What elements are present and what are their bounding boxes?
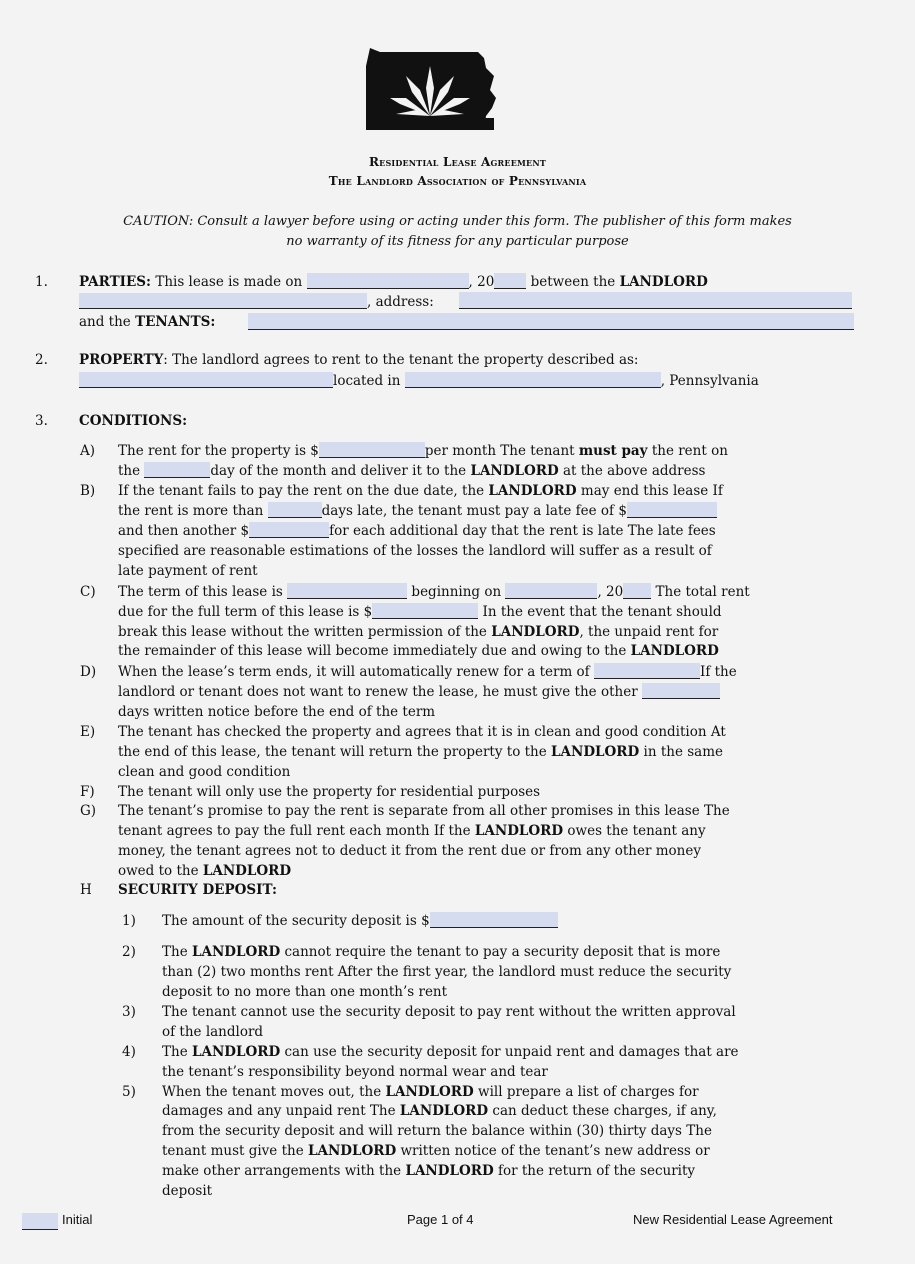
clause-label: C) bbox=[80, 584, 96, 600]
clause-line bbox=[118, 861, 291, 881]
item-line bbox=[162, 1101, 717, 1121]
item-line: the tenant’s responsibility beyond normal wear and tear bbox=[162, 1064, 548, 1080]
landlord-term: LANDLORD bbox=[192, 1044, 281, 1060]
clause-label: H bbox=[80, 882, 92, 898]
document-name: New Residential Lease Agreement bbox=[633, 1212, 833, 1227]
clause-line: The tenant has checked the property and agrees that it is in clean and good condition At bbox=[118, 724, 726, 740]
clause-label: G) bbox=[80, 803, 97, 819]
text: , 20 bbox=[597, 584, 624, 600]
parties-line bbox=[79, 312, 215, 332]
item-line: of the landlord bbox=[162, 1024, 264, 1040]
clause-line: clean and good condition bbox=[118, 764, 291, 780]
text: make other arrangements with the bbox=[162, 1163, 402, 1179]
text: , 20 bbox=[468, 274, 495, 290]
text: located in bbox=[333, 373, 401, 389]
item-line bbox=[162, 942, 720, 962]
clause-line bbox=[118, 641, 719, 661]
landlord-term: LANDLORD bbox=[307, 1143, 397, 1159]
property-line bbox=[79, 350, 639, 370]
security-deposit-field[interactable] bbox=[430, 912, 558, 928]
text: landlord or tenant does not want to renew the lease, he must give the other bbox=[118, 684, 638, 700]
item-line: deposit to no more than one month’s rent bbox=[162, 984, 448, 1000]
late-fee-field[interactable] bbox=[627, 502, 717, 518]
total-rent-field[interactable] bbox=[372, 603, 478, 619]
parties-line bbox=[79, 292, 434, 312]
text: the end of this lease, the tenant will return the property to the bbox=[118, 744, 547, 760]
section-heading bbox=[79, 411, 187, 431]
rent-amount-field[interactable] bbox=[319, 442, 425, 458]
renewal-term-field[interactable] bbox=[594, 663, 700, 679]
item-line bbox=[162, 1141, 710, 1161]
days-late-field[interactable] bbox=[268, 502, 322, 518]
text: days late, the tenant must pay a late fee of $ bbox=[321, 503, 627, 519]
daily-late-fee-field[interactable] bbox=[249, 522, 329, 538]
conditions-heading: CONDITIONS: bbox=[79, 413, 188, 429]
landlord-term: LANDLORD bbox=[470, 463, 559, 479]
property-description-field[interactable] bbox=[79, 372, 333, 388]
text: The bbox=[162, 944, 188, 960]
caution-notice bbox=[30, 212, 885, 252]
property-location-field[interactable] bbox=[405, 372, 661, 388]
clause-line bbox=[118, 682, 720, 702]
text: can deduct these charges, if any, bbox=[492, 1103, 717, 1119]
text: When the tenant moves out, the bbox=[162, 1084, 382, 1100]
item-line: from the security deposit and will return the balance within (30) thirty days The bbox=[162, 1123, 712, 1139]
text: , the unpaid rent for bbox=[579, 624, 719, 640]
text: owes the tenant any bbox=[567, 823, 706, 839]
text: at the above address bbox=[562, 463, 706, 479]
clause-label: F) bbox=[80, 784, 95, 800]
text: for each additional day that the rent is late The late fees bbox=[329, 523, 716, 539]
landlord-name-field[interactable] bbox=[79, 293, 367, 309]
text: for the return of the security bbox=[497, 1163, 696, 1179]
clause-line bbox=[118, 622, 718, 642]
text: owed to the bbox=[118, 863, 199, 879]
tenants-name-field[interactable] bbox=[248, 313, 854, 330]
text: per month The tenant bbox=[424, 443, 575, 459]
clause-label: B) bbox=[80, 483, 96, 499]
initial-label: Initial bbox=[62, 1212, 93, 1227]
section-heading: PROPERTY bbox=[79, 352, 164, 368]
security-deposit-heading: SECURITY DEPOSIT: bbox=[118, 882, 277, 898]
text: The amount of the security deposit is $ bbox=[162, 913, 430, 929]
clause-line bbox=[118, 501, 717, 521]
start-year-field[interactable] bbox=[623, 583, 651, 599]
landlord-term: LANDLORD bbox=[474, 823, 564, 839]
clause-line: days written notice before the end of the term bbox=[118, 704, 436, 720]
clause-line bbox=[118, 461, 705, 481]
section-number: 1. bbox=[35, 274, 48, 290]
clause-line bbox=[118, 821, 706, 841]
clause-label: E) bbox=[80, 724, 96, 740]
landlord-term: LANDLORD bbox=[619, 274, 708, 290]
initial-field[interactable] bbox=[22, 1213, 58, 1230]
text: This lease is made on bbox=[155, 274, 303, 290]
item-line bbox=[162, 911, 558, 931]
landlord-address-field[interactable] bbox=[459, 292, 852, 309]
clause-line bbox=[118, 880, 277, 900]
item-line: than (2) two months rent After the first year, the landlord must reduce the security bbox=[162, 964, 732, 980]
clause-line bbox=[118, 602, 722, 622]
text: must pay bbox=[578, 443, 648, 459]
parties-line bbox=[79, 272, 708, 292]
text: , address: bbox=[367, 294, 434, 310]
landlord-term: LANDLORD bbox=[192, 944, 281, 960]
text: The total rent bbox=[655, 584, 750, 600]
clause-line bbox=[118, 521, 716, 541]
clause-line: specified are reasonable estimations of the losses the landlord will suffer as a result of bbox=[118, 543, 712, 559]
text: The term of this lease is bbox=[118, 584, 283, 600]
text: : The landlord agrees to rent to the tenant the property described as: bbox=[163, 352, 639, 368]
landlord-term: LANDLORD bbox=[385, 1084, 474, 1100]
text: the remainder of this lease will become immediately due and owing to the bbox=[118, 643, 627, 659]
clause-line bbox=[118, 481, 723, 501]
lease-date-field[interactable] bbox=[307, 273, 469, 289]
text: break this lease without the written permission of the bbox=[118, 624, 487, 640]
clause-line bbox=[118, 441, 728, 461]
text: , Pennsylvania bbox=[660, 373, 759, 389]
clause-label: D) bbox=[80, 664, 97, 680]
item-number: 1) bbox=[122, 913, 136, 929]
landlord-term: LANDLORD bbox=[399, 1103, 489, 1119]
text: can use the security deposit for unpaid rent and damages that are bbox=[284, 1044, 739, 1060]
text: due for the full term of this lease is $ bbox=[118, 604, 373, 620]
section-number: 2. bbox=[35, 352, 48, 368]
item-line bbox=[162, 1161, 695, 1181]
clause-line bbox=[118, 662, 737, 682]
text: the rent is more than bbox=[118, 503, 264, 519]
section-heading: PARTIES: bbox=[79, 274, 152, 290]
item-number: 4) bbox=[122, 1044, 136, 1060]
text: may end this lease If bbox=[580, 483, 723, 499]
item-number: 5) bbox=[122, 1084, 136, 1100]
landlord-term: LANDLORD bbox=[551, 744, 640, 760]
tenants-term: TENANTS: bbox=[135, 314, 216, 330]
text: In the event that the tenant should bbox=[482, 604, 722, 620]
section-number: 3. bbox=[35, 413, 48, 429]
text: will prepare a list of charges for bbox=[478, 1084, 699, 1100]
text: When the lease’s term ends, it will automatically renew for a term of bbox=[118, 664, 590, 680]
page-number: Page 1 of 4 bbox=[407, 1212, 474, 1227]
text: the bbox=[118, 463, 141, 479]
text: If the bbox=[699, 664, 737, 680]
text: the rent on bbox=[651, 443, 728, 459]
caution-line: no warranty of its fitness for any particular purpose bbox=[286, 234, 629, 249]
text: If the tenant fails to pay the rent on the due date, the bbox=[118, 483, 485, 499]
clause-line: money, the tenant agrees not to deduct it from the rent due or from any other money bbox=[118, 843, 701, 859]
landlord-term: LANDLORD bbox=[491, 624, 580, 640]
text: beginning on bbox=[411, 584, 502, 600]
item-line: The tenant cannot use the security deposit to pay rent without the written approval bbox=[162, 1004, 736, 1020]
text: written notice of the tenant’s new address or bbox=[400, 1143, 710, 1159]
rent-due-day-field[interactable] bbox=[144, 462, 210, 478]
clause-line: late payment of rent bbox=[118, 563, 258, 579]
item-line: deposit bbox=[162, 1183, 213, 1199]
item-line bbox=[162, 1082, 699, 1102]
item-number: 3) bbox=[122, 1004, 136, 1020]
text: The bbox=[162, 1044, 188, 1060]
clause-line bbox=[118, 742, 723, 762]
notice-days-field[interactable] bbox=[642, 683, 720, 699]
text: and then another $ bbox=[118, 523, 250, 539]
text: tenant agrees to pay the full rent each month If the bbox=[118, 823, 471, 839]
text: between the bbox=[530, 274, 616, 290]
start-date-field[interactable] bbox=[505, 583, 597, 599]
landlord-term: LANDLORD bbox=[202, 863, 292, 879]
document-subtitle: The Landlord Association of Pennsylvania bbox=[328, 174, 587, 188]
text: The rent for the property is $ bbox=[118, 443, 319, 459]
property-line bbox=[79, 371, 759, 391]
text: and the bbox=[79, 314, 131, 330]
landlord-term: LANDLORD bbox=[630, 643, 719, 659]
clause-line bbox=[118, 582, 750, 602]
clause-line: The tenant’s promise to pay the rent is separate from all other promises in this lease The bbox=[118, 803, 730, 819]
lease-term-field[interactable] bbox=[287, 583, 407, 599]
clause-label: A) bbox=[80, 443, 96, 459]
caution-line: CAUTION: Consult a lawyer before using or acting under this form. The publisher of this form makes bbox=[123, 214, 792, 229]
item-line bbox=[162, 1042, 739, 1062]
landlord-term: LANDLORD bbox=[488, 483, 577, 499]
text: day of the month and deliver it to the bbox=[210, 463, 467, 479]
text: tenant must give the bbox=[162, 1143, 304, 1159]
text: in the same bbox=[643, 744, 723, 760]
clause-line: The tenant will only use the property for residential purposes bbox=[118, 784, 541, 800]
pennsylvania-starburst-logo bbox=[360, 46, 500, 132]
document-title: Residential Lease Agreement bbox=[368, 155, 547, 169]
landlord-term: LANDLORD bbox=[405, 1163, 494, 1179]
text: cannot require the tenant to pay a security deposit that is more bbox=[284, 944, 721, 960]
text: damages and any unpaid rent The bbox=[162, 1103, 396, 1119]
item-number: 2) bbox=[122, 944, 136, 960]
lease-year-field[interactable] bbox=[494, 273, 526, 289]
